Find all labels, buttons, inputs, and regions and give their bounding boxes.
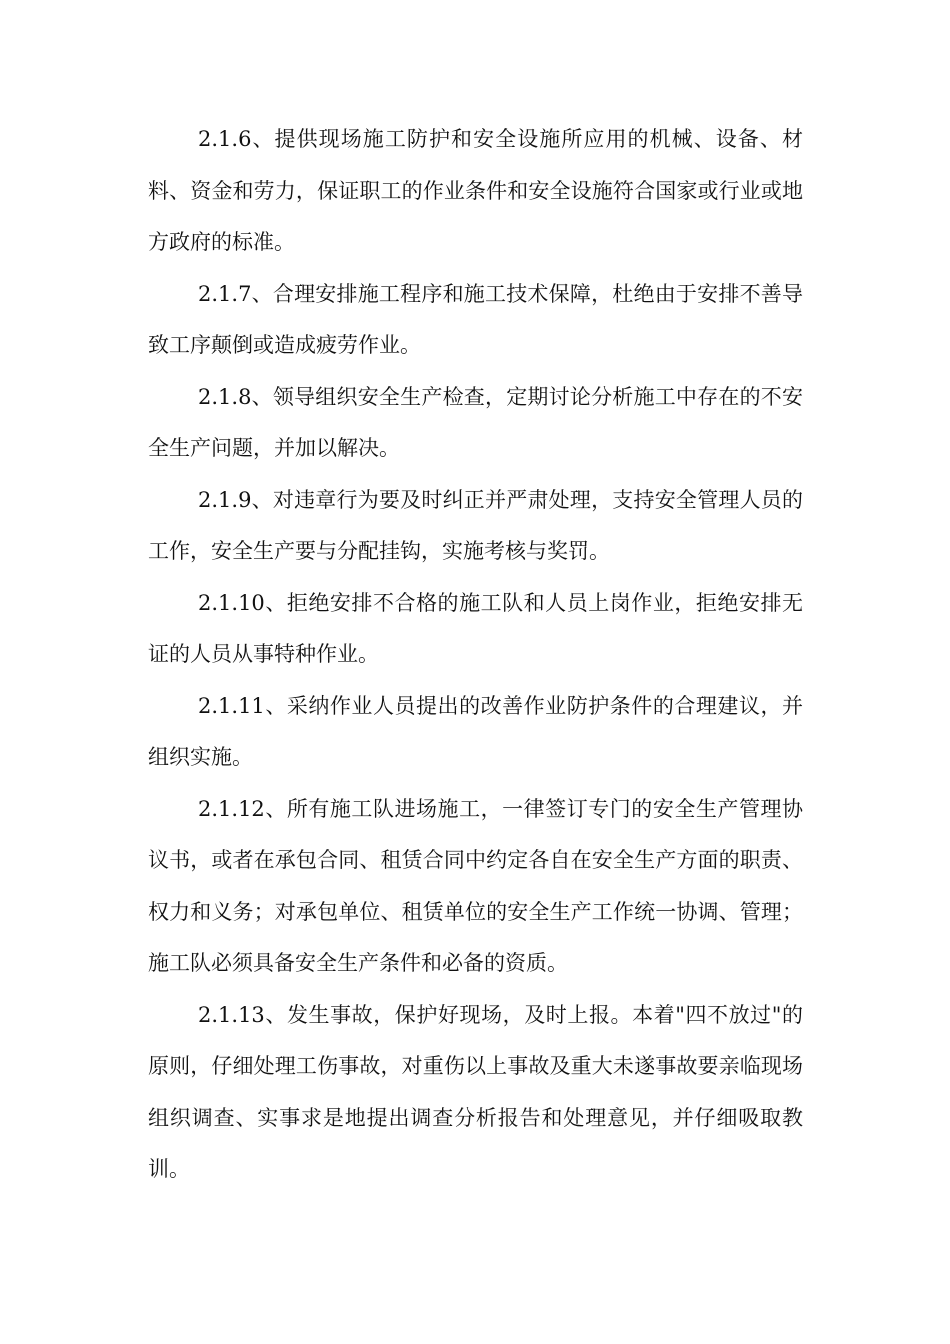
paragraph-2-1-9: 2.1.9、对违章行为要及时纠正并严肃处理，支持安全管理人员的工作，安全生产要与分配挂钩，实施考核与奖罚。: [148, 487, 803, 563]
paragraph-2-1-8: 2.1.8、领导组织安全生产检查，定期讨论分析施工中存在的不安全生产问题，并加以解决。: [148, 384, 803, 460]
paragraph-2-1-7: 2.1.7、合理安排施工程序和施工技术保障，杜绝由于安排不善导致工序颠倒或造成疲劳作业。: [148, 281, 803, 357]
paragraph-2-1-11: 2.1.11、采纳作业人员提出的改善作业防护条件的合理建议，并组织实施。: [148, 693, 803, 769]
document-body: [148, 114, 803, 1196]
paragraph-2-1-13: 2.1.13、发生事故，保护好现场，及时上报。本着"四不放过"的原则，仔细处理工伤事故，对重伤以上事故及重大未遂事故要亲临现场组织调查、实事求是地提出调查分析报告和处理意见，并仔细吸取教训。: [148, 1002, 803, 1181]
paragraph-2-1-6: 2.1.6、提供现场施工防护和安全设施所应用的机械、设备、材料、资金和劳力，保证职工的作业条件和安全设施符合国家或行业或地方政府的标准。: [148, 127, 803, 254]
paragraph-2-1-12: 2.1.12、所有施工队进场施工，一律签订专门的安全生产管理协议书，或者在承包合同、租赁合同中约定各自在安全生产方面的职责、权力和义务；对承包单位、租赁单位的安全生产工作统一协调、管理；施工队必须具备安全生产条件和必备的资质。: [148, 796, 803, 975]
paragraph-2-1-10: 2.1.10、拒绝安排不合格的施工队和人员上岗作业，拒绝安排无证的人员从事特种作业。: [148, 590, 803, 666]
